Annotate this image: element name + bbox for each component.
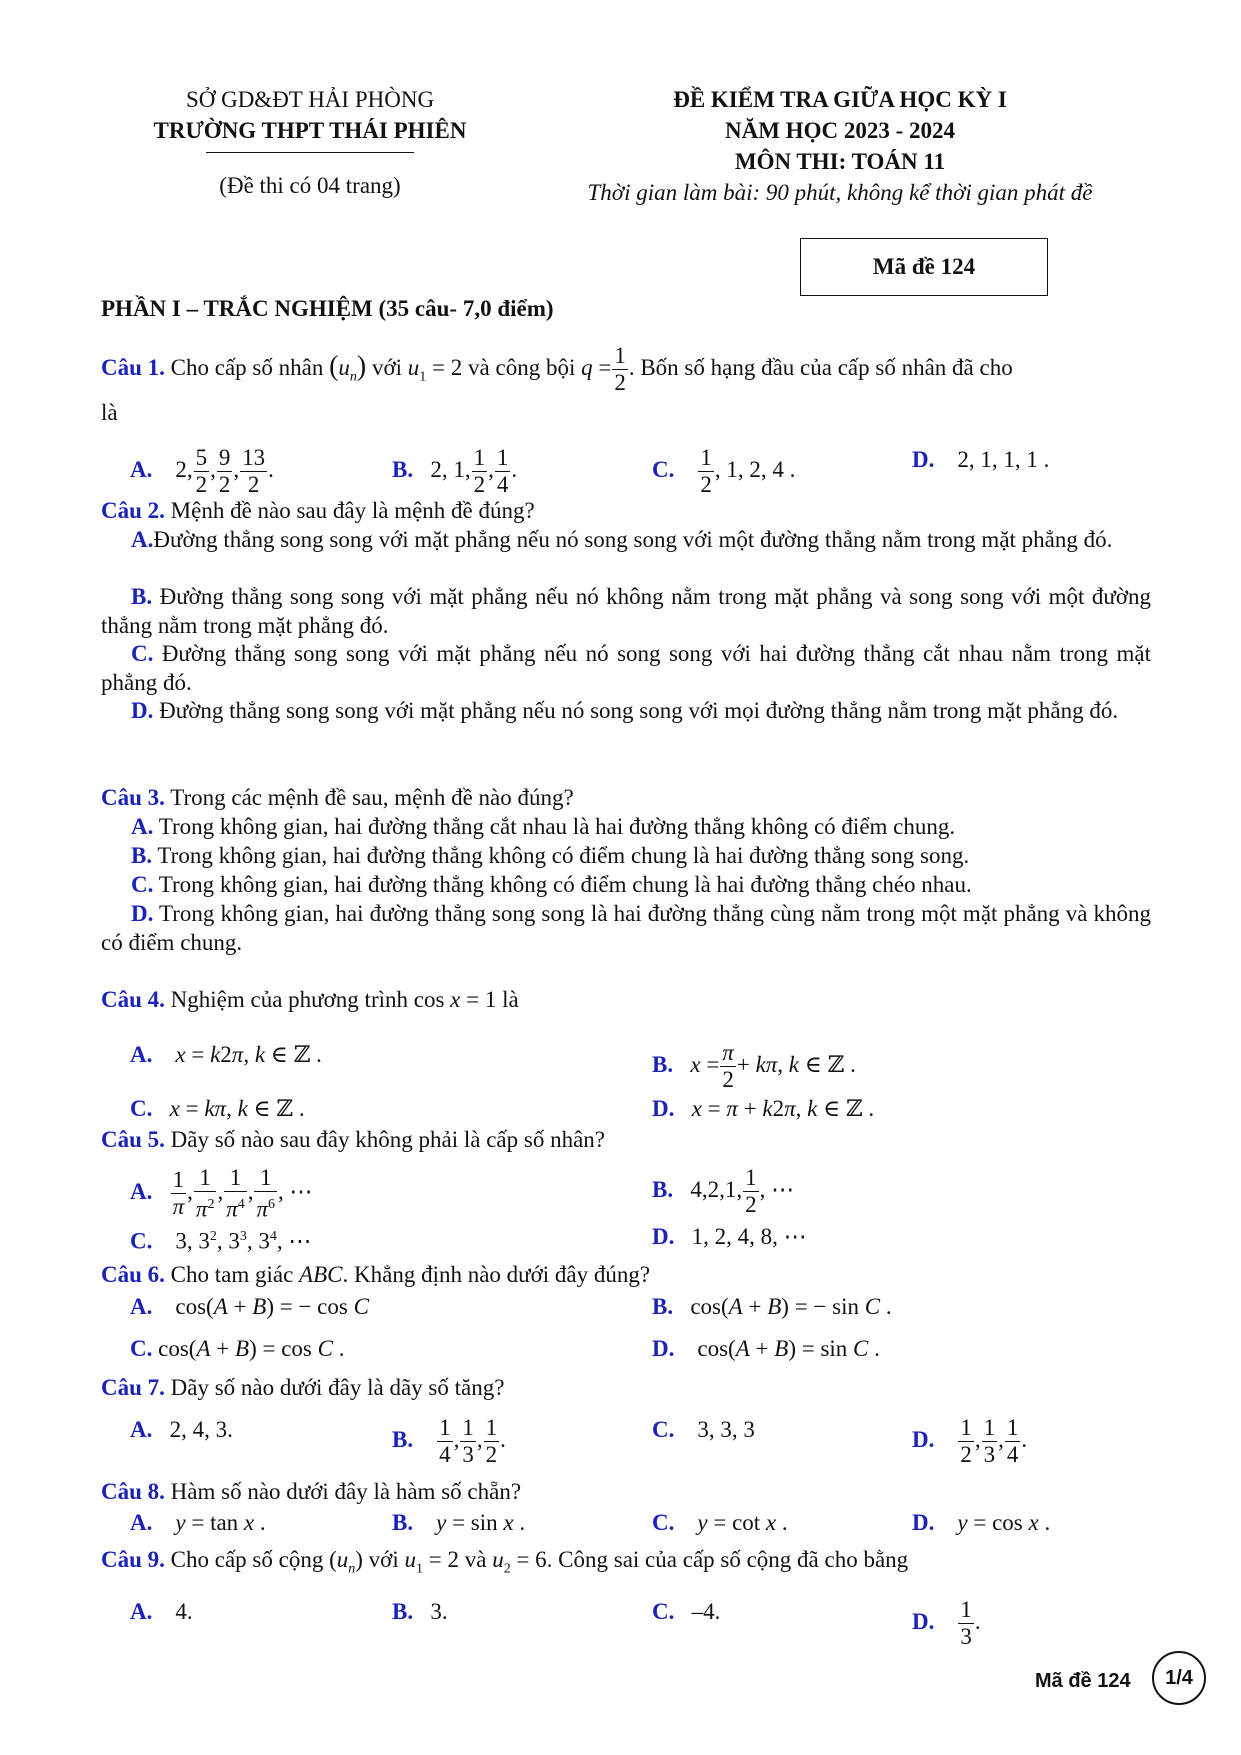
q3-option-a[interactable]: A. Trong không gian, hai đường thẳng cắt nhau là hai đường thẳng không có điểm chung. [131,814,956,839]
school-year: NĂM HỌC 2023 - 2024 [725,118,955,143]
question-4: Câu 4. Nghiệm của phương trình cos x = 1 là [101,987,519,1012]
section-title: PHẦN I – TRẮC NGHIỆM (35 câu- 7,0 điểm) [101,296,554,321]
pages-note: (Đề thi có 04 trang) [219,173,401,198]
page-number: 1/4 [1152,1651,1206,1705]
q6-option-a[interactable]: A. cos(A + B) = − cos C [130,1294,369,1319]
q1-option-a[interactable]: A. 2, $\frac{5}{2}$ , $\frac{9}{2}$ , $\frac{13}{2}$ . [130,445,274,497]
header-right [500,84,1180,208]
q4-option-b[interactable]: B. x = $\frac{\pi}{2}$ + kπ, k ∈ ℤ . [652,1040,856,1092]
question-label: Câu 5. [101,1127,165,1152]
q9-option-b[interactable]: B. 3. [392,1599,448,1624]
question-label: Câu 3. [101,785,165,810]
header-left [100,84,520,201]
question-1-cont: là [101,400,118,425]
q1-option-d[interactable]: D. 2, 1, 1, 1 . [912,447,1050,472]
q8-option-d[interactable]: D. y = cos x . [912,1510,1051,1535]
footer-exam-code: Mã đề 124 [1035,1670,1131,1692]
question-label: Câu 2. [101,498,165,523]
q9-option-d[interactable]: D. $\frac{1}{3}$ . [912,1597,981,1649]
q5-option-a[interactable]: A. $\frac{1}{\pi}$ , $\frac{1}{\pi^2}$ , $\frac{1}{\pi^4}$ , $\frac{1}{\pi^6}$ , ⋯ [130,1165,313,1222]
question-label: Câu 1. [101,354,165,380]
q2-option-a[interactable]: A.Đường thẳng song song với mặt phẳng nếu nó song song với một đường thẳng nằm trong mặt phẳng đó. [131,527,1113,552]
subject: MÔN THI: TOÁN 11 [734,149,946,174]
q4-option-c[interactable]: C. x = kπ, k ∈ ℤ . [130,1096,305,1121]
question-2: Câu 2. Mệnh đề nào sau đây là mệnh đề đúng? [101,498,535,523]
q6-option-d[interactable]: D. cos(A + B) = sin C . [652,1336,880,1361]
dept-name: SỞ GD&ĐT HẢI PHÒNG [185,87,435,112]
question-label: Câu 8. [101,1479,165,1504]
q7-option-b[interactable]: B. $\frac{1}{4}$ , $\frac{1}{3}$ , $\frac{1}{2}$ . [392,1415,506,1467]
q3-option-c[interactable]: C. Trong không gian, hai đường thẳng không có điểm chung là hai đường thẳng chéo nhau. [131,872,972,897]
q9-option-a[interactable]: A. 4. [130,1599,193,1624]
q8-option-a[interactable]: A. y = tan x . [130,1510,266,1535]
exam-title: ĐỀ KIỂM TRA GIỮA HỌC KỲ I [673,87,1007,112]
question-7: Câu 7. Dãy số nào dưới đây là dãy số tăng? [101,1375,505,1400]
q9-option-c[interactable]: C. –4. [652,1599,721,1624]
q3-option-b[interactable]: B. Trong không gian, hai đường thẳng không có điểm chung là hai đường thẳng song song. [131,843,970,868]
q2-option-d[interactable]: D. Đường thẳng song song với mặt phẳng nếu nó song song với mọi đường thẳng nằm trong mặt phẳng đó. [131,698,1119,723]
q3-option-d[interactable]: D. Trong không gian, hai đường thẳng song song là hai đường thẳng cùng nằm trong một mặt phẳng và không có điểm chung. [101,901,1151,955]
question-label: Câu 7. [101,1375,165,1400]
question-1: Câu 1. Cho cấp số nhân $(u_n)$ với $u_1 = 2$ và công bội q = $\frac{1}{2}$ . Bốn số hạng đầu của cấp số nhân đã cho [101,343,1013,395]
header-divider [206,152,414,153]
q1-option-c[interactable]: C. $\frac{1}{2}$ , 1, 2, 4 . [652,445,796,497]
q5-option-c[interactable]: C. 3, $3^2$, $3^3$, $3^4$, ⋯ [130,1228,312,1254]
q7-option-c[interactable]: C. 3, 3, 3 [652,1417,755,1442]
q8-option-c[interactable]: C. y = cot x . [652,1510,788,1535]
q5-option-b[interactable]: B. 4,2,1, $\frac{1}{2}$ , ⋯ [652,1165,795,1217]
exam-code-box: Mã đề 124 [800,238,1048,296]
question-3: Câu 3. Trong các mệnh đề sau, mệnh đề nào đúng? [101,785,574,810]
q4-option-a[interactable]: A. x = k2π, k ∈ ℤ . [130,1042,322,1067]
q7-option-a[interactable]: A. 2, 4, 3. [130,1417,233,1442]
q8-option-b[interactable]: B. y = sin x . [392,1510,526,1535]
question-8: Câu 8. Hàm số nào dưới đây là hàm số chẵn? [101,1479,522,1504]
q1-option-b[interactable]: B. 2, 1, $\frac{1}{2}$ , $\frac{1}{4}$ . [392,445,518,497]
q7-option-d[interactable]: D. $\frac{1}{2}$ , $\frac{1}{3}$ , $\frac{1}{4}$ . [912,1415,1028,1467]
q5-option-d[interactable]: D. 1, 2, 4, 8, ⋯ [652,1224,807,1249]
q2-option-c[interactable]: C. Đường thẳng song song với mặt phẳng nếu nó song song với hai đường thẳng cắt nhau nằm trong mặt phẳng đó. [101,641,1151,695]
question-6: Câu 6. Cho tam giác ABC. Khẳng định nào dưới đây đúng? [101,1262,651,1287]
question-5: Câu 5. Dãy số nào sau đây không phải là cấp số nhân? [101,1127,605,1152]
question-9: Câu 9. Cho cấp số cộng $(u_n)$ với $u_1 = 2$ và $u_2 = 6$. Công sai của cấp số cộng đã cho bằng [101,1547,909,1577]
q6-option-c[interactable]: C. cos(A + B) = cos C . [130,1336,345,1361]
question-label: Câu 4. [101,987,165,1012]
time-note: Thời gian làm bài: 90 phút, không kể thời gian phát đề [587,180,1093,205]
q2-option-b[interactable]: B. Đường thẳng song song với mặt phẳng nếu nó không nằm trong mặt phẳng và song song với một đường thẳng nằm trong mặt phẳng đó. [101,584,1151,638]
question-label: Câu 6. [101,1262,165,1287]
school-name: TRƯỜNG THPT THÁI PHIÊN [153,118,467,143]
q4-option-d[interactable]: D. x = π + k2π, k ∈ ℤ . [652,1096,875,1121]
q6-option-b[interactable]: B. cos(A + B) = − sin C . [652,1294,892,1319]
question-label: Câu 9. [101,1547,165,1572]
